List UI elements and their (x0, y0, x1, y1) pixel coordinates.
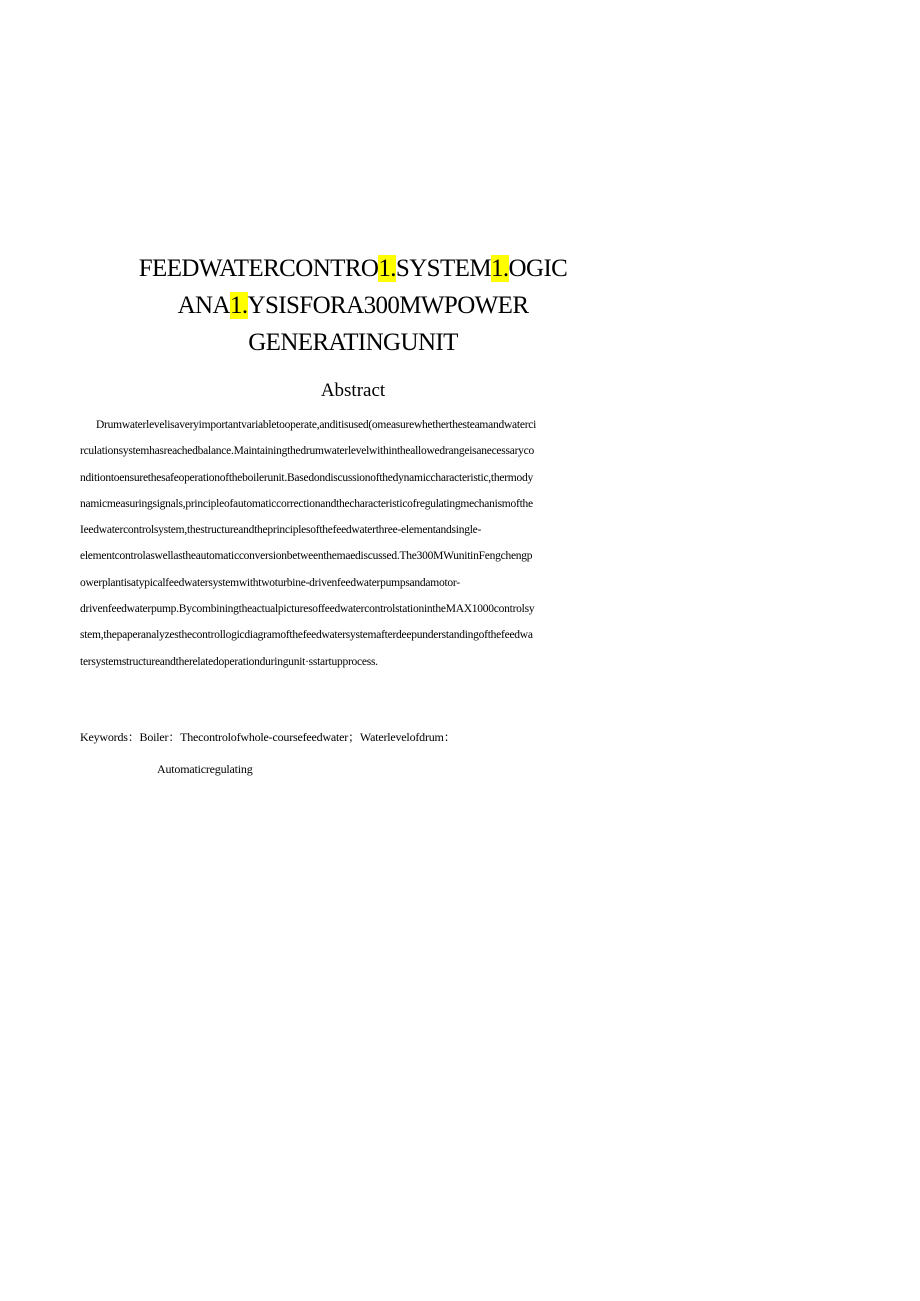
abstract-line: Drumwaterlevelisaveryimportantvariabletooperate,anditisused(omeasurewhetherthesteamandwaterci (96, 419, 537, 431)
abstract-line: Ieedwatercontrolsystem,thestructureandtheprinciplesofthefeedwaterthree-elementandsingle- (80, 524, 482, 537)
abstract-line: elementcontrolaswellastheautomaticconversionbetweenthemaediscussed.The300MWunitinFengchengp (80, 550, 533, 563)
abstract-line: namicmeasuringsignals,principleofautomaticcorrectionandthecharacteristicofregulatingmechanismofthe (80, 497, 533, 510)
abstract-line: nditiontoensurethesafeoperationoftheboilerunit.Basedondiscussionofthedynamiccharacteristic,thermody (80, 471, 533, 484)
highlighted-text: 1. (229, 292, 248, 319)
title-line-2 (70, 287, 636, 324)
title-text: YSISFORA300MWPOWER (247, 292, 529, 319)
abstract-line: tersystemstructureandtherelatedoperationduringunit·sstartupprocess. (80, 655, 378, 668)
abstract-heading: Abstract (320, 380, 386, 401)
title-text: ANA (177, 292, 230, 319)
title-text: OGIC (508, 255, 568, 282)
title-line-3: GENERATINGUNIT (248, 329, 458, 356)
keywords-line: Keywords：Boiler：Thecontrolofwhole-coursefeedwater；Waterlevelofdrum： (80, 730, 456, 744)
title-text: FEEDWATERCONTRO (138, 255, 379, 282)
highlighted-text: 1. (490, 255, 509, 282)
abstract-line: rculationsystemhasreachedbalance.Maintainingthedrumwaterlevelwithintheallowedrangeisanecessaryco (80, 445, 535, 458)
highlighted-text: 1. (378, 255, 396, 282)
title-text: SYSTEM (395, 255, 491, 282)
keywords-continuation: Automaticregulating (157, 762, 253, 776)
abstract-line: drivenfeedwaterpump.BycombiningtheactualpicturesoffeedwatercontrolstationintheMAX1000controlsy (80, 603, 535, 616)
title-line-1 (70, 250, 636, 287)
abstract-body (80, 412, 632, 675)
abstract-line: owerplantisatypicalfeedwatersystemwithtwoturbine-drivenfeedwaterpumpsandamotor- (80, 576, 460, 589)
abstract-line: stem,thepaperanalyzesthecontrollogicdiagramofthefeedwatersystemafterdeepunderstandingofthefeedwa (80, 629, 533, 642)
paper-title (70, 250, 636, 361)
